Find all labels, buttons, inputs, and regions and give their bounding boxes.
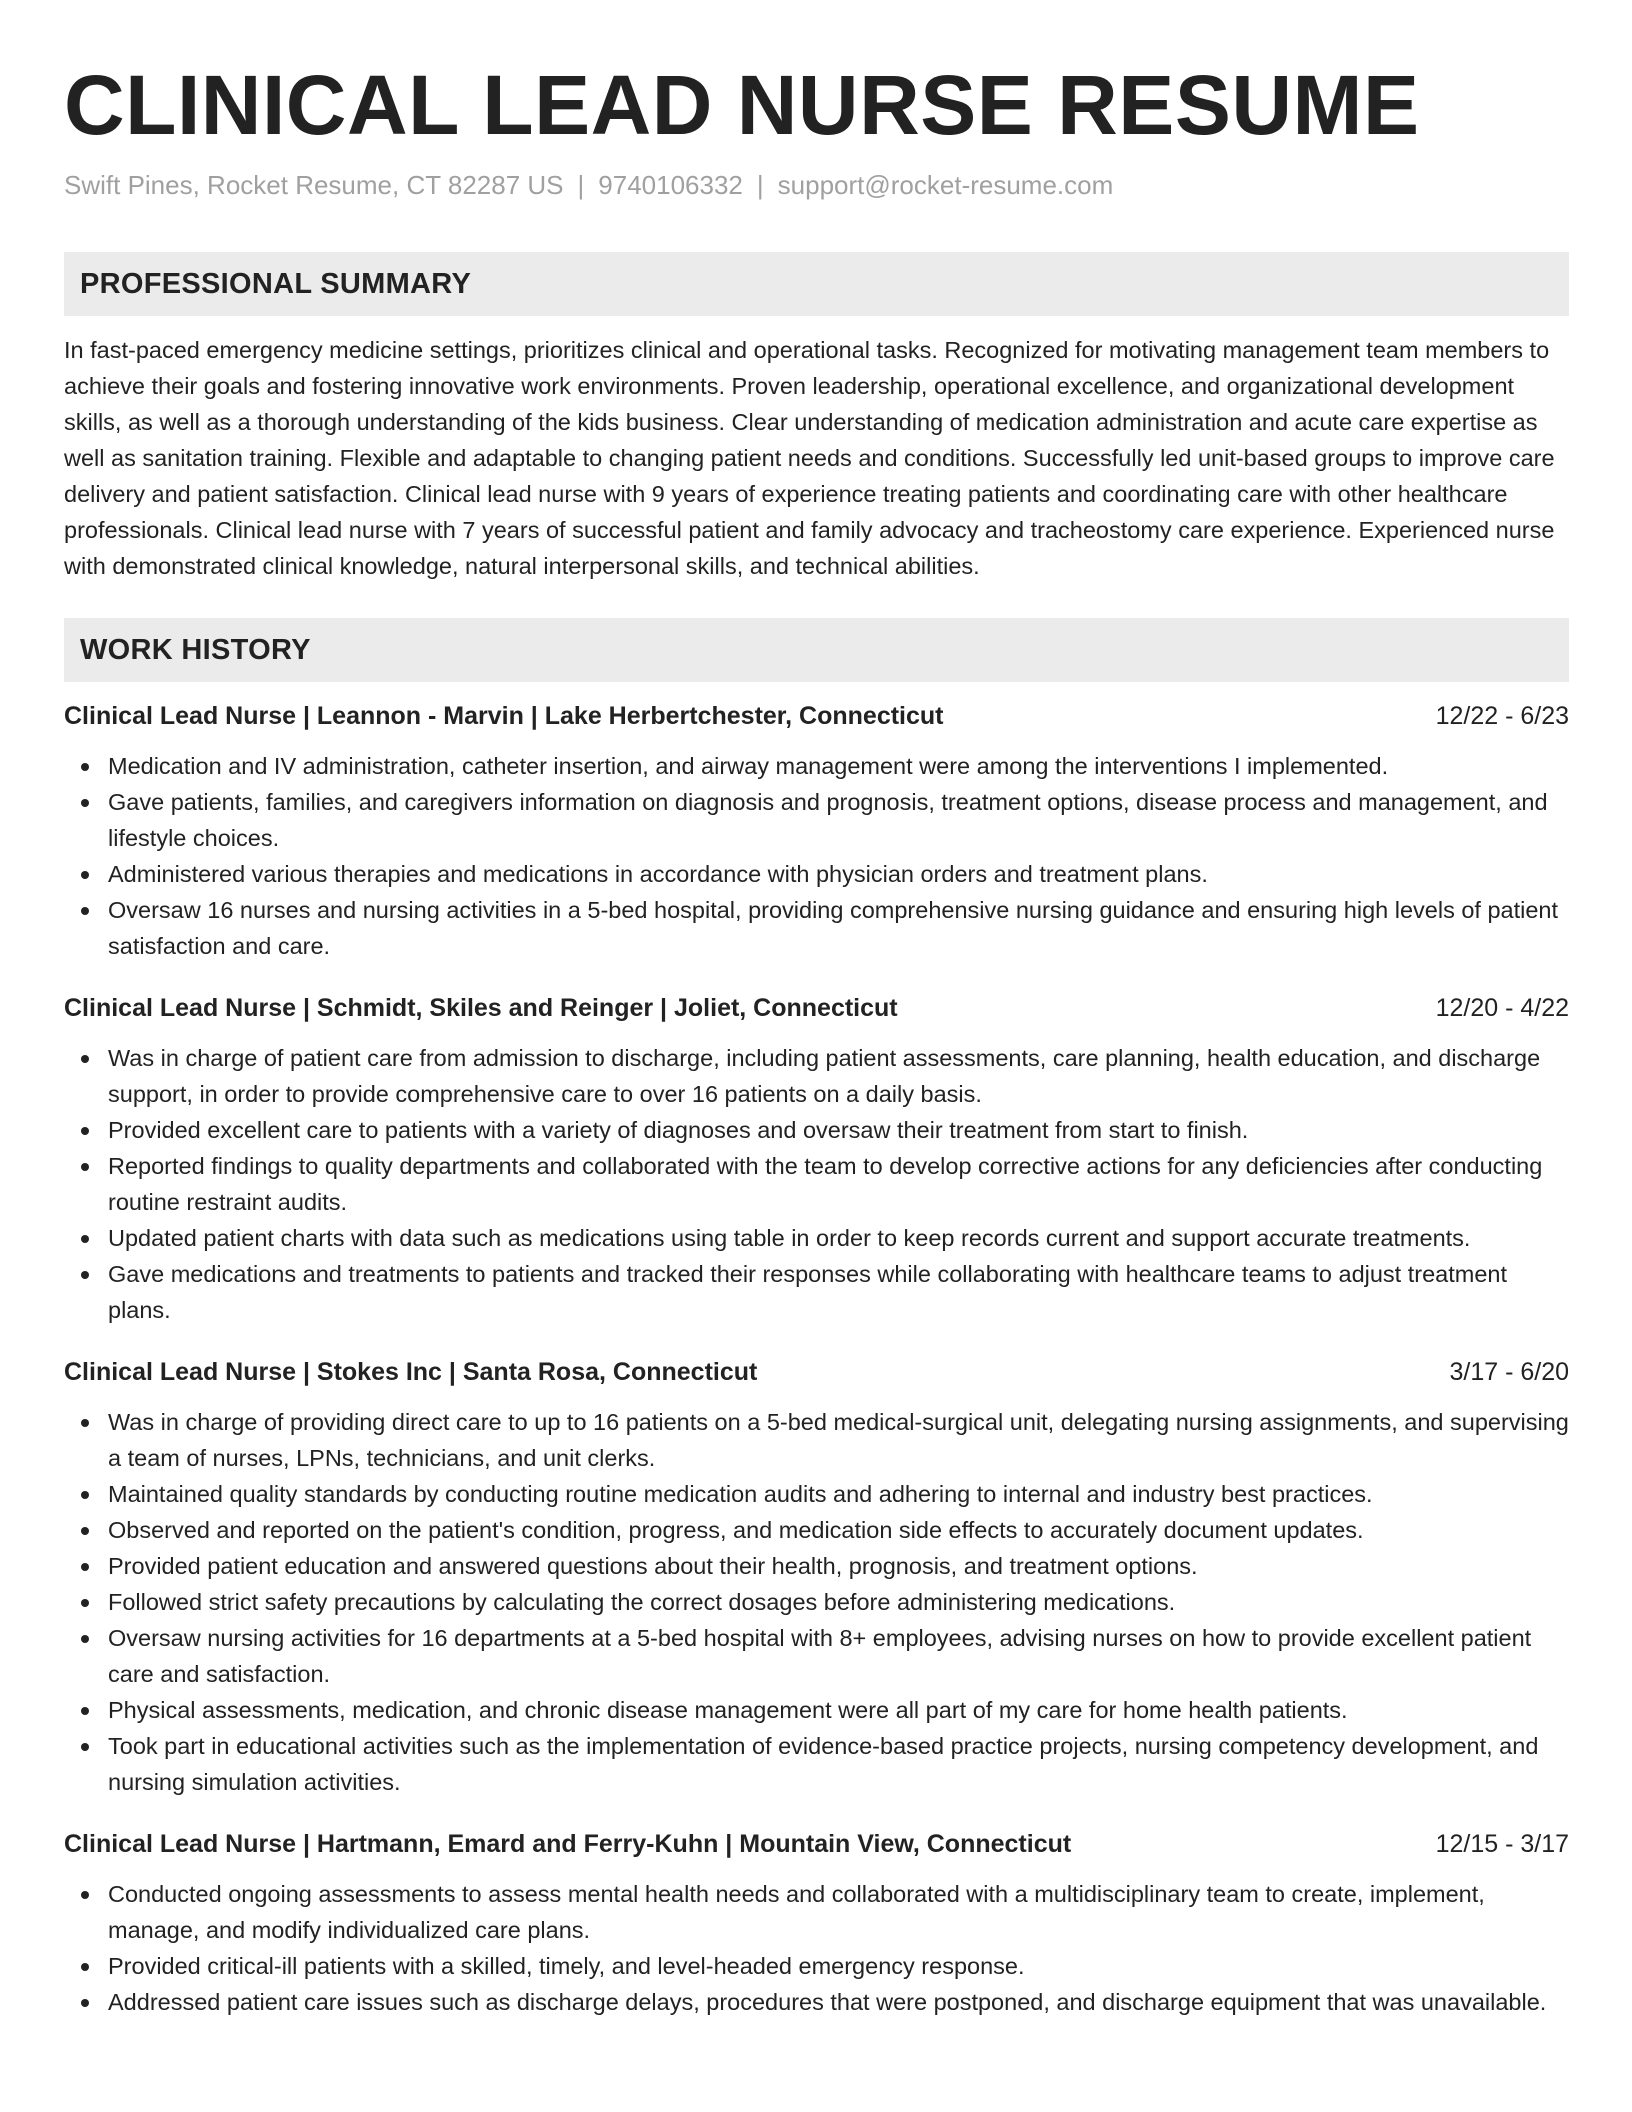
- summary-heading: PROFESSIONAL SUMMARY: [80, 267, 472, 300]
- work-heading: WORK HISTORY: [80, 633, 311, 666]
- job-header: [64, 1354, 1569, 1390]
- work-section-header: [64, 618, 1569, 682]
- job-bullet: Followed strict safety precautions by calculating the correct dosages before administering medications.: [108, 1584, 1569, 1620]
- job-title: Clinical Lead Nurse | Hartmann, Emard and Ferry-Kuhn | Mountain View, Connecticut: [64, 1830, 1072, 1858]
- job-dates: 12/22 - 6/23: [1435, 702, 1569, 730]
- job-header: [64, 990, 1569, 1026]
- job-bullet: Updated patient charts with data such as medications using table in order to keep records current and support accurate treatments.: [108, 1220, 1569, 1256]
- job-bullet: Was in charge of patient care from admission to discharge, including patient assessments, care planning, health education, and discharge support, in order to provide comprehensive care to over 16 patients on a daily basis.: [108, 1040, 1569, 1112]
- job-bullet: Physical assessments, medication, and chronic disease management were all part of my care for home health patients.: [108, 1692, 1569, 1728]
- job-bullet: Gave patients, families, and caregivers information on diagnosis and prognosis, treatment options, disease process and management, and lifestyle choices.: [108, 784, 1569, 856]
- job-dates: 12/15 - 3/17: [1435, 1830, 1569, 1858]
- job-bullet: Took part in educational activities such as the implementation of evidence-based practice projects, nursing competency development, and nursing simulation activities.: [108, 1728, 1569, 1800]
- job-entry: [64, 1354, 1569, 1800]
- contact-separator: |: [577, 170, 585, 200]
- job-bullet: Reported findings to quality departments and collaborated with the team to develop corrective actions for any deficiencies after conducting routine restraint audits.: [108, 1148, 1569, 1220]
- job-bullet: Provided excellent care to patients with a variety of diagnoses and oversaw their treatment from start to finish.: [108, 1112, 1569, 1148]
- contact-phone: 9740106332: [598, 170, 743, 200]
- job-header: [64, 698, 1569, 734]
- job-bullet: Provided critical-ill patients with a skilled, timely, and level-headed emergency response.: [108, 1948, 1569, 1984]
- job-bullet: Administered various therapies and medications in accordance with physician orders and treatment plans.: [108, 856, 1569, 892]
- job-dates: 12/20 - 4/22: [1435, 994, 1569, 1022]
- job-bullet-list: [64, 1404, 1569, 1800]
- job-bullet: Was in charge of providing direct care to up to 16 patients on a 5-bed medical-surgical unit, delegating nursing assignments, and supervising a team of nurses, LPNs, technicians, and unit clerks.: [108, 1404, 1569, 1476]
- job-bullet-list: [64, 1040, 1569, 1328]
- job-title: Clinical Lead Nurse | Schmidt, Skiles and Reinger | Joliet, Connecticut: [64, 994, 898, 1022]
- job-bullet: Addressed patient care issues such as discharge delays, procedures that were postponed, and discharge equipment that was unavailable.: [108, 1984, 1569, 2020]
- job-entry: [64, 990, 1569, 1328]
- job-entry: [64, 698, 1569, 964]
- job-title: Clinical Lead Nurse | Stokes Inc | Santa Rosa, Connecticut: [64, 1358, 758, 1386]
- job-bullet: Conducted ongoing assessments to assess mental health needs and collaborated with a multidisciplinary team to create, implement, manage, and modify individualized care plans.: [108, 1876, 1569, 1948]
- job-bullet: Provided patient education and answered questions about their health, prognosis, and treatment options.: [108, 1548, 1569, 1584]
- contact-email: support@rocket-resume.com: [777, 170, 1114, 200]
- job-bullet: Oversaw nursing activities for 16 departments at a 5-bed hospital with 8+ employees, advising nurses on how to provide excellent patient care and satisfaction.: [108, 1620, 1569, 1692]
- contact-line: [64, 168, 1569, 202]
- job-bullet: Observed and reported on the patient's condition, progress, and medication side effects to accurately document updates.: [108, 1512, 1569, 1548]
- job-dates: 3/17 - 6/20: [1449, 1358, 1569, 1386]
- work-history-list: [64, 698, 1569, 2020]
- job-bullet-list: [64, 748, 1569, 964]
- job-title: Clinical Lead Nurse | Leannon - Marvin | Lake Herbertchester, Connecticut: [64, 702, 944, 730]
- job-bullet: Medication and IV administration, catheter insertion, and airway management were among the interventions I implemented.: [108, 748, 1569, 784]
- job-bullet: Maintained quality standards by conducting routine medication audits and adhering to internal and industry best practices.: [108, 1476, 1569, 1512]
- contact-separator: |: [756, 170, 764, 200]
- summary-section-header: [64, 252, 1569, 316]
- job-header: [64, 1826, 1569, 1862]
- contact-address: Swift Pines, Rocket Resume, CT 82287 US: [64, 170, 564, 200]
- job-bullet: Oversaw 16 nurses and nursing activities in a 5-bed hospital, providing comprehensive nursing guidance and ensuring high levels of patient satisfaction and care.: [108, 892, 1569, 964]
- summary-text: In fast-paced emergency medicine settings, prioritizes clinical and operational tasks. Recognized for motivating management team members to achieve their goals and fostering innovative work environments. Proven leadership, operational excellence, and organizational development skills, as well as a thorough understanding of the kids business. Clear understanding of medication administration and acute care expertise as well as sanitation training. Flexible and adaptable to changing patient needs and conditions. Successfully led unit-based groups to improve care delivery and patient satisfaction. Clinical lead nurse with 9 years of experience treating patients and coordinating care with other healthcare professionals. Clinical lead nurse with 7 years of successful patient and family advocacy and tracheostomy care experience. Experienced nurse with demonstrated clinical knowledge, natural interpersonal skills, and technical abilities.: [64, 337, 1555, 579]
- job-bullet-list: [64, 1876, 1569, 2020]
- resume-title: CLINICAL LEAD NURSE RESUME: [64, 58, 1420, 152]
- job-bullet: Gave medications and treatments to patients and tracked their responses while collaborating with healthcare teams to adjust treatment plans.: [108, 1256, 1569, 1328]
- job-entry: [64, 1826, 1569, 2020]
